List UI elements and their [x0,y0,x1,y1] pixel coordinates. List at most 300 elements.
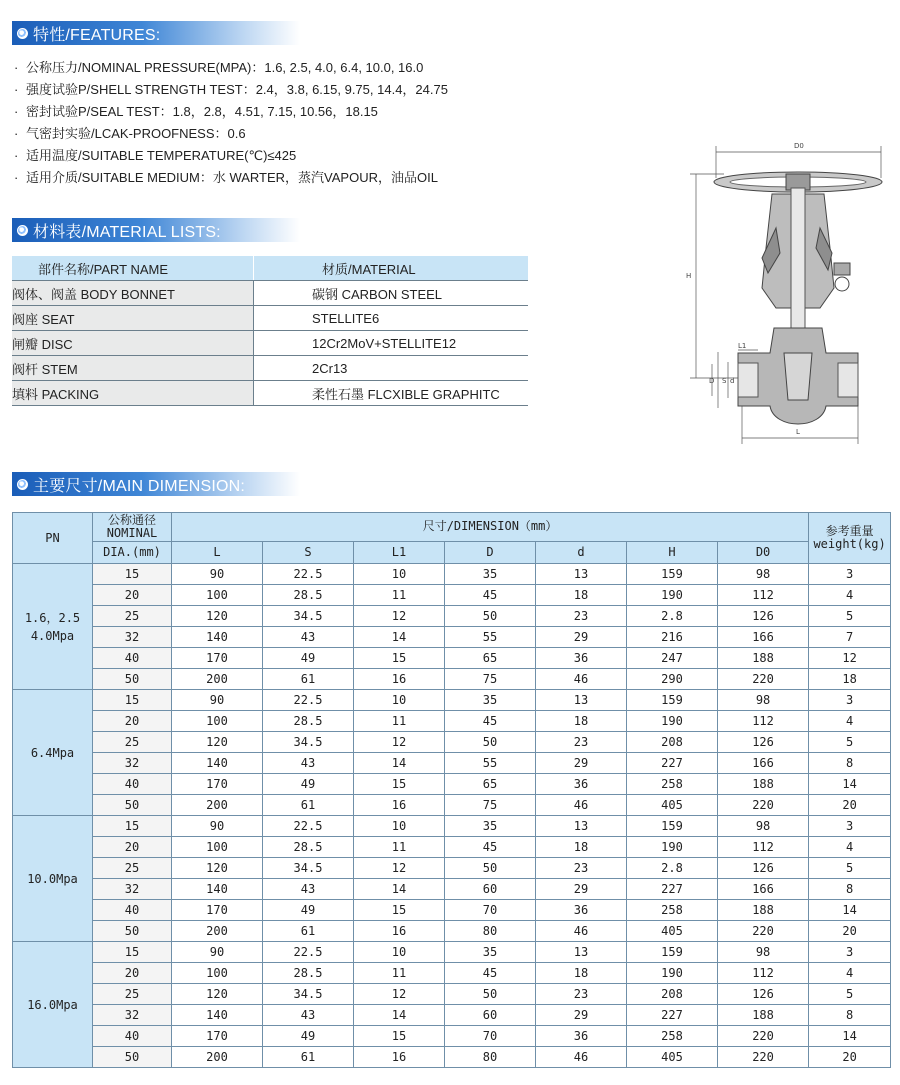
dimension-cell: 61 [263,795,354,816]
dimension-col-header: d [536,541,627,563]
feature-line [14,79,448,101]
table-row [13,753,891,774]
dimension-cell: 22.5 [263,690,354,711]
pn-cell [13,690,93,816]
dimension-cell: 29 [536,627,627,648]
dimension-cell: 170 [172,774,263,795]
dimension-cell: 46 [536,669,627,690]
bullet-dot-icon: · [14,148,19,163]
dimension-cell: 18 [536,963,627,984]
dimension-cell: 29 [536,1005,627,1026]
dimension-cell: 13 [536,942,627,963]
dimension-cell: 45 [445,711,536,732]
drawing-label-d-small: d [730,377,735,385]
dimension-cell: 16 [354,669,445,690]
dimension-cell: 100 [172,711,263,732]
dimension-cell: 13 [536,690,627,711]
dimension-cell: 15 [354,648,445,669]
dn-cell: 32 [93,753,172,774]
dimension-cell: 15 [354,900,445,921]
dimension-cell: 43 [263,1005,354,1026]
dn-header-line1: 公称通径 [107,512,156,527]
weight-cell: 14 [809,774,891,795]
dimension-cell: 22.5 [263,564,354,585]
dimension-cell: 2.8 [627,606,718,627]
bullet-circle-icon [17,479,28,490]
dimension-cell: 60 [445,879,536,900]
dimension-cell: 98 [718,690,809,711]
dimension-cell: 34.5 [263,732,354,753]
dimension-cell: 258 [627,1026,718,1047]
dimension-cell: 23 [536,858,627,879]
dimension-cell: 18 [536,837,627,858]
dimension-cell: 405 [627,795,718,816]
dimension-cell: 188 [718,774,809,795]
weight-cell: 5 [809,732,891,753]
dimension-cell: 22.5 [263,942,354,963]
weight-header [809,513,891,564]
table-row [13,921,891,942]
dimension-cell: 190 [627,963,718,984]
dimension-cell: 70 [445,1026,536,1047]
feature-line [14,123,448,145]
weight-cell: 5 [809,984,891,1005]
dn-cell: 25 [93,984,172,1005]
bullet-circle-icon [17,225,28,236]
weight-cell: 12 [809,648,891,669]
dimension-cell: 28.5 [263,837,354,858]
dimension-cell: 170 [172,648,263,669]
material-cell: 2Cr13 [254,356,529,381]
dn-header-line2: NOMINAL [106,525,158,540]
dimension-cell: 16 [354,921,445,942]
dimension-cell: 80 [445,921,536,942]
dimension-cell: 98 [718,816,809,837]
dimension-cell: 100 [172,585,263,606]
weight-cell: 3 [809,816,891,837]
table-row [13,669,891,690]
dimension-cell: 10 [354,816,445,837]
dimension-cell: 35 [445,690,536,711]
dimension-section-header [12,472,300,496]
dimension-cell: 49 [263,774,354,795]
dimension-cell: 166 [718,627,809,648]
dimension-cell: 120 [172,606,263,627]
dn-cell: 32 [93,1005,172,1026]
dimension-cell: 90 [172,690,263,711]
drawing-label-h: H [686,272,692,280]
dn-cell: 50 [93,921,172,942]
dimension-cell: 166 [718,879,809,900]
dimension-cell: 50 [445,606,536,627]
weight-cell: 7 [809,627,891,648]
weight-header-line2: weight(kg) [813,537,886,551]
dimension-cell: 159 [627,942,718,963]
dn-cell: 32 [93,879,172,900]
table-row [13,627,891,648]
weight-cell: 3 [809,564,891,585]
dimension-cell: 70 [445,900,536,921]
weight-header-line1: 参考重量 [825,524,874,538]
table-row [13,690,891,711]
weight-cell: 4 [809,585,891,606]
dimension-cell: 112 [718,963,809,984]
dimension-cell: 100 [172,837,263,858]
drawing-label-l1: L1 [738,342,747,350]
dimension-title: 主要尺寸/MAIN DIMENSION: [33,477,246,495]
dimension-cell: 216 [627,627,718,648]
dimension-cell: 170 [172,1026,263,1047]
dimension-cell: 220 [718,669,809,690]
dimension-cell: 10 [354,690,445,711]
feature-text: 适用温度/SUITABLE TEMPERATURE(℃)≤425 [26,148,297,163]
dimension-cell: 36 [536,900,627,921]
weight-cell: 8 [809,879,891,900]
dimension-cell: 190 [627,711,718,732]
dimension-table [12,512,891,1068]
dimension-cell: 18 [536,585,627,606]
dimension-cell: 29 [536,753,627,774]
bullet-dot-icon: · [14,104,19,119]
dimension-cell: 28.5 [263,963,354,984]
dimension-cell: 45 [445,963,536,984]
dimension-cell: 120 [172,984,263,1005]
material-cell: 12Cr2MoV+STELLITE12 [254,331,529,356]
dimension-cell: 10 [354,942,445,963]
dimension-cell: 200 [172,921,263,942]
bullet-dot-icon: · [14,126,19,141]
dimension-cell: 12 [354,858,445,879]
weight-cell: 20 [809,921,891,942]
material-cell: 柔性石墨 FLCXIBLE GRAPHITC [254,381,529,406]
dn-header-line3: DIA.(mm) [93,541,172,563]
dimension-cell: 12 [354,984,445,1005]
dimension-cell: 75 [445,669,536,690]
dimension-cell: 14 [354,753,445,774]
feature-line [14,57,448,79]
pn-value: 4.0Mpa [30,628,75,643]
dimension-cell: 61 [263,1047,354,1068]
dimension-cell: 290 [627,669,718,690]
dimension-cell: 11 [354,837,445,858]
weight-cell: 8 [809,753,891,774]
table-row [13,732,891,753]
dimension-cell: 50 [445,858,536,879]
dn-cell: 20 [93,585,172,606]
dimension-cell: 166 [718,753,809,774]
valve-cross-section-drawing [676,138,891,450]
dn-cell: 40 [93,648,172,669]
dimension-cell: 43 [263,753,354,774]
part-name-header: 部件名称/PART NAME [12,256,254,281]
part-name-cell: 阀座 SEAT [12,306,254,331]
dimension-cell: 35 [445,942,536,963]
pn-value: 1.6，2.5 [24,610,81,625]
dimension-cell: 220 [718,1026,809,1047]
dimension-cell: 227 [627,753,718,774]
dn-cell: 50 [93,1047,172,1068]
dimension-cell: 55 [445,627,536,648]
material-row [12,381,528,406]
material-header-row [12,256,528,281]
material-section-header [12,218,300,242]
dimension-cell: 220 [718,921,809,942]
features-section-header [12,21,300,45]
dimension-cell: 11 [354,963,445,984]
dimension-cell: 11 [354,711,445,732]
dimension-cell: 405 [627,1047,718,1068]
dimension-cell: 90 [172,816,263,837]
dimension-col-header: S [263,541,354,563]
table-row [13,879,891,900]
dimension-cell: 16 [354,795,445,816]
weight-cell: 4 [809,963,891,984]
weight-cell: 20 [809,1047,891,1068]
feature-line [14,167,448,189]
dimension-cell: 35 [445,564,536,585]
dimension-cell: 2.8 [627,858,718,879]
dimension-cell: 14 [354,627,445,648]
dn-cell: 15 [93,816,172,837]
dimension-cell: 46 [536,921,627,942]
dimension-col-header: H [627,541,718,563]
table-row [13,900,891,921]
dimension-cell: 15 [354,1026,445,1047]
weight-cell: 3 [809,942,891,963]
dimension-cell: 49 [263,900,354,921]
feature-text: 适用介质/SUITABLE MEDIUM：水 WARTER，蒸汽VAPOUR，油品OIL [26,170,438,185]
dimension-cell: 65 [445,648,536,669]
dimension-cell: 43 [263,879,354,900]
dimension-cell: 140 [172,627,263,648]
dn-cell: 40 [93,1026,172,1047]
feature-text: 强度试验P/SHELL STRENGTH TEST：2.4，3.8, 6.15, 9.75, 14.4，24.75 [26,82,448,97]
dn-cell: 40 [93,774,172,795]
table-row [13,648,891,669]
dimension-col-header: L1 [354,541,445,563]
dimension-cell: 75 [445,795,536,816]
material-table [12,256,528,406]
dimension-cell: 159 [627,690,718,711]
weight-cell: 14 [809,900,891,921]
dn-header [93,513,172,542]
bullet-dot-icon: · [14,60,19,75]
dimension-cell: 126 [718,858,809,879]
dimension-cell: 405 [627,921,718,942]
dimension-cell: 208 [627,984,718,1005]
table-row [13,1047,891,1068]
dimension-cell: 120 [172,858,263,879]
dimension-cell: 36 [536,774,627,795]
dimension-cell: 14 [354,1005,445,1026]
dimension-cell: 227 [627,1005,718,1026]
dimension-cell: 18 [536,711,627,732]
dimension-cell: 188 [718,900,809,921]
part-name-cell: 填料 PACKING [12,381,254,406]
dimension-cell: 14 [354,879,445,900]
weight-cell: 4 [809,711,891,732]
weight-cell: 5 [809,606,891,627]
table-row [13,858,891,879]
dimension-cell: 227 [627,879,718,900]
dimension-cell: 15 [354,774,445,795]
dimension-cell: 208 [627,732,718,753]
part-name-cell: 阀体、阀盖 BODY BONNET [12,281,254,306]
dimension-cell: 98 [718,564,809,585]
dn-cell: 32 [93,627,172,648]
dimension-cell: 200 [172,1047,263,1068]
pn-cell [13,564,93,690]
drawing-label-d0: D0 [794,142,804,150]
dimension-header: 尺寸/DIMENSION（mm） [172,513,809,542]
table-row [13,711,891,732]
dimension-col-header: D0 [718,541,809,563]
dimension-cell: 200 [172,669,263,690]
dimension-cell: 46 [536,1047,627,1068]
dimension-cell: 45 [445,585,536,606]
drawing-label-s: S [722,377,727,385]
table-row [13,942,891,963]
pn-cell [13,816,93,942]
table-row [13,963,891,984]
dimension-cell: 12 [354,606,445,627]
table-row [13,585,891,606]
table-row [13,795,891,816]
dimension-cell: 10 [354,564,445,585]
dimension-cell: 55 [445,753,536,774]
dn-cell: 15 [93,564,172,585]
dn-cell: 25 [93,858,172,879]
dimension-cell: 188 [718,1005,809,1026]
weight-cell: 4 [809,837,891,858]
material-title: 材料表/MATERIAL LISTS: [33,223,221,241]
dimension-cell: 258 [627,900,718,921]
dimension-cell: 23 [536,606,627,627]
table-row [13,984,891,1005]
dimension-cell: 43 [263,627,354,648]
dimension-cell: 61 [263,921,354,942]
bullet-dot-icon: · [14,82,19,97]
dimension-cell: 61 [263,669,354,690]
pn-header: PN [13,513,93,564]
dn-cell: 50 [93,795,172,816]
dimension-cell: 34.5 [263,606,354,627]
dimension-cell: 98 [718,942,809,963]
dimension-cell: 60 [445,1005,536,1026]
table-row [13,1005,891,1026]
pn-value: 16.0Mpa [27,997,78,1012]
dimension-cell: 13 [536,816,627,837]
bullet-circle-icon [17,28,28,39]
material-header: 材质/MATERIAL [254,256,529,281]
dn-cell: 25 [93,606,172,627]
dimension-cell: 90 [172,564,263,585]
drawing-label-d-big: D [709,377,715,385]
dimension-cell: 49 [263,1026,354,1047]
dimension-cell: 188 [718,648,809,669]
dimension-cell: 46 [536,795,627,816]
dimension-cell: 140 [172,753,263,774]
material-row [12,281,528,306]
dimension-cell: 23 [536,984,627,1005]
dimension-cell: 22.5 [263,816,354,837]
dimension-cell: 190 [627,837,718,858]
table-row [13,564,891,585]
material-cell: 碳钢 CARBON STEEL [254,281,529,306]
pn-value: 6.4Mpa [30,745,75,760]
dimension-cell: 112 [718,585,809,606]
table-row [13,816,891,837]
dimension-cell: 100 [172,963,263,984]
table-row [13,837,891,858]
dimension-cell: 112 [718,837,809,858]
dimension-cell: 45 [445,837,536,858]
weight-cell: 20 [809,795,891,816]
features-title: 特性/FEATURES: [33,26,161,44]
dimension-cell: 126 [718,606,809,627]
material-row [12,331,528,356]
dimension-cell: 16 [354,1047,445,1068]
dimension-cell: 80 [445,1047,536,1068]
feature-line [14,145,448,167]
dn-cell: 20 [93,963,172,984]
features-list [14,57,448,189]
dn-cell: 25 [93,732,172,753]
feature-text: 气密封实验/LCAK-PROOFNESS：0.6 [26,126,246,141]
dn-cell: 15 [93,690,172,711]
dimension-col-header: L [172,541,263,563]
feature-text: 密封试验P/SEAL TEST：1.8，2.8，4.51, 7.15, 10.56，18.15 [26,104,378,119]
dimension-cell: 36 [536,1026,627,1047]
table-row [13,1026,891,1047]
bullet-dot-icon: · [14,170,19,185]
feature-line [14,101,448,123]
dimension-cell: 258 [627,774,718,795]
dimension-cell: 120 [172,732,263,753]
dimension-cell: 190 [627,585,718,606]
dimension-cell: 23 [536,732,627,753]
dimension-cell: 140 [172,1005,263,1026]
dimension-cell: 90 [172,942,263,963]
part-name-cell: 阀杆 STEM [12,356,254,381]
dimension-cell: 28.5 [263,585,354,606]
dimension-cell: 29 [536,879,627,900]
dimension-cell: 65 [445,774,536,795]
dimension-col-header: D [445,541,536,563]
dimension-cell: 126 [718,732,809,753]
pn-value: 10.0Mpa [27,871,78,886]
dimension-cell: 50 [445,732,536,753]
pn-cell [13,942,93,1068]
dimension-cell: 28.5 [263,711,354,732]
dimension-cell: 112 [718,711,809,732]
dimension-cell: 140 [172,879,263,900]
dimension-cell: 13 [536,564,627,585]
dn-cell: 20 [93,711,172,732]
material-row [12,356,528,381]
dimension-cell: 12 [354,732,445,753]
drawing-label-l: L [796,428,800,436]
part-name-cell: 闸瓣 DISC [12,331,254,356]
dimension-cell: 126 [718,984,809,1005]
dimension-cell: 220 [718,795,809,816]
weight-cell: 18 [809,669,891,690]
dn-cell: 50 [93,669,172,690]
material-cell: STELLITE6 [254,306,529,331]
table-row [13,774,891,795]
table-row [13,606,891,627]
dimension-cell: 34.5 [263,984,354,1005]
